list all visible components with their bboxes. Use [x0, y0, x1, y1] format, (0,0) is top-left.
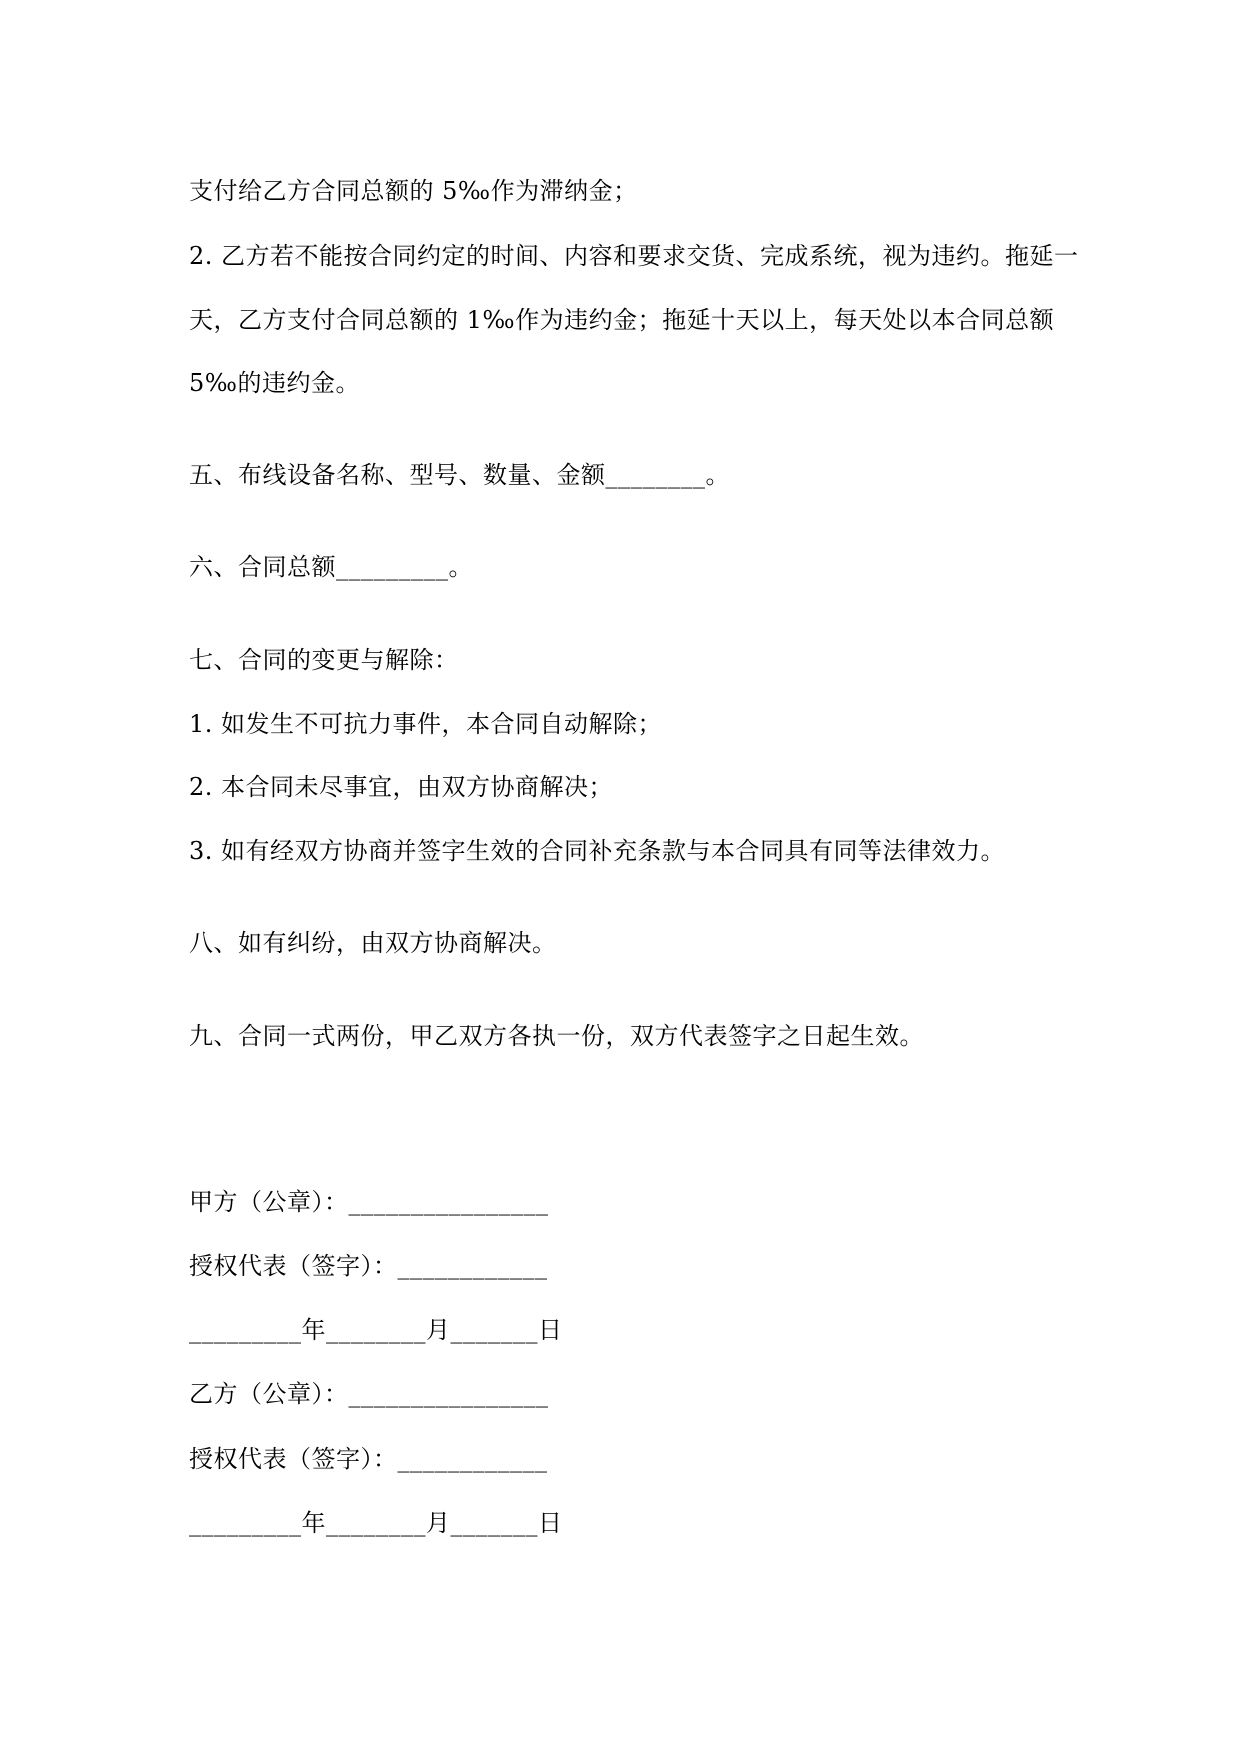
- clause-4-1-continuation: 支付给乙方合同总额的 5‰作为滞纳金；: [189, 177, 638, 205]
- clause-8: 八、如有纠纷，由双方协商解决。: [189, 929, 557, 957]
- party-a-representative: 授权代表（签字）：____________: [189, 1252, 548, 1280]
- clause-4-2-line-3: 5‰的违约金。: [189, 369, 360, 397]
- clause-9: 九、合同一式两份，甲乙双方各执一份，双方代表签字之日起生效。: [189, 1022, 924, 1050]
- clause-7-3: 3. 如有经双方协商并签字生效的合同补充条款与本合同具有同等法律效力。: [189, 837, 1006, 865]
- party-b-representative: 授权代表（签字）：____________: [189, 1445, 548, 1473]
- clause-6: 六、合同总额_________。: [189, 553, 473, 581]
- clause-4-2-line-1: 2. 乙方若不能按合同约定的时间、内容和要求交货、完成系统，视为违约。拖延一: [189, 242, 1079, 270]
- party-a-seal: 甲方（公章）：________________: [189, 1188, 549, 1216]
- clause-7-2: 2. 本合同未尽事宜，由双方协商解决；: [189, 773, 614, 801]
- party-b-date: _________年________月_______日: [189, 1509, 563, 1537]
- clause-7-1: 1. 如发生不可抗力事件，本合同自动解除；: [189, 710, 663, 738]
- clause-7-heading: 七、合同的变更与解除：: [189, 646, 459, 674]
- party-b-seal: 乙方（公章）：________________: [189, 1380, 549, 1408]
- clause-5: 五、布线设备名称、型号、数量、金额________。: [189, 461, 730, 489]
- clause-4-2-line-2: 天，乙方支付合同总额的 1‰作为违约金；拖延十天以上，每天处以本合同总额: [189, 306, 1055, 334]
- party-a-date: _________年________月_______日: [189, 1316, 563, 1344]
